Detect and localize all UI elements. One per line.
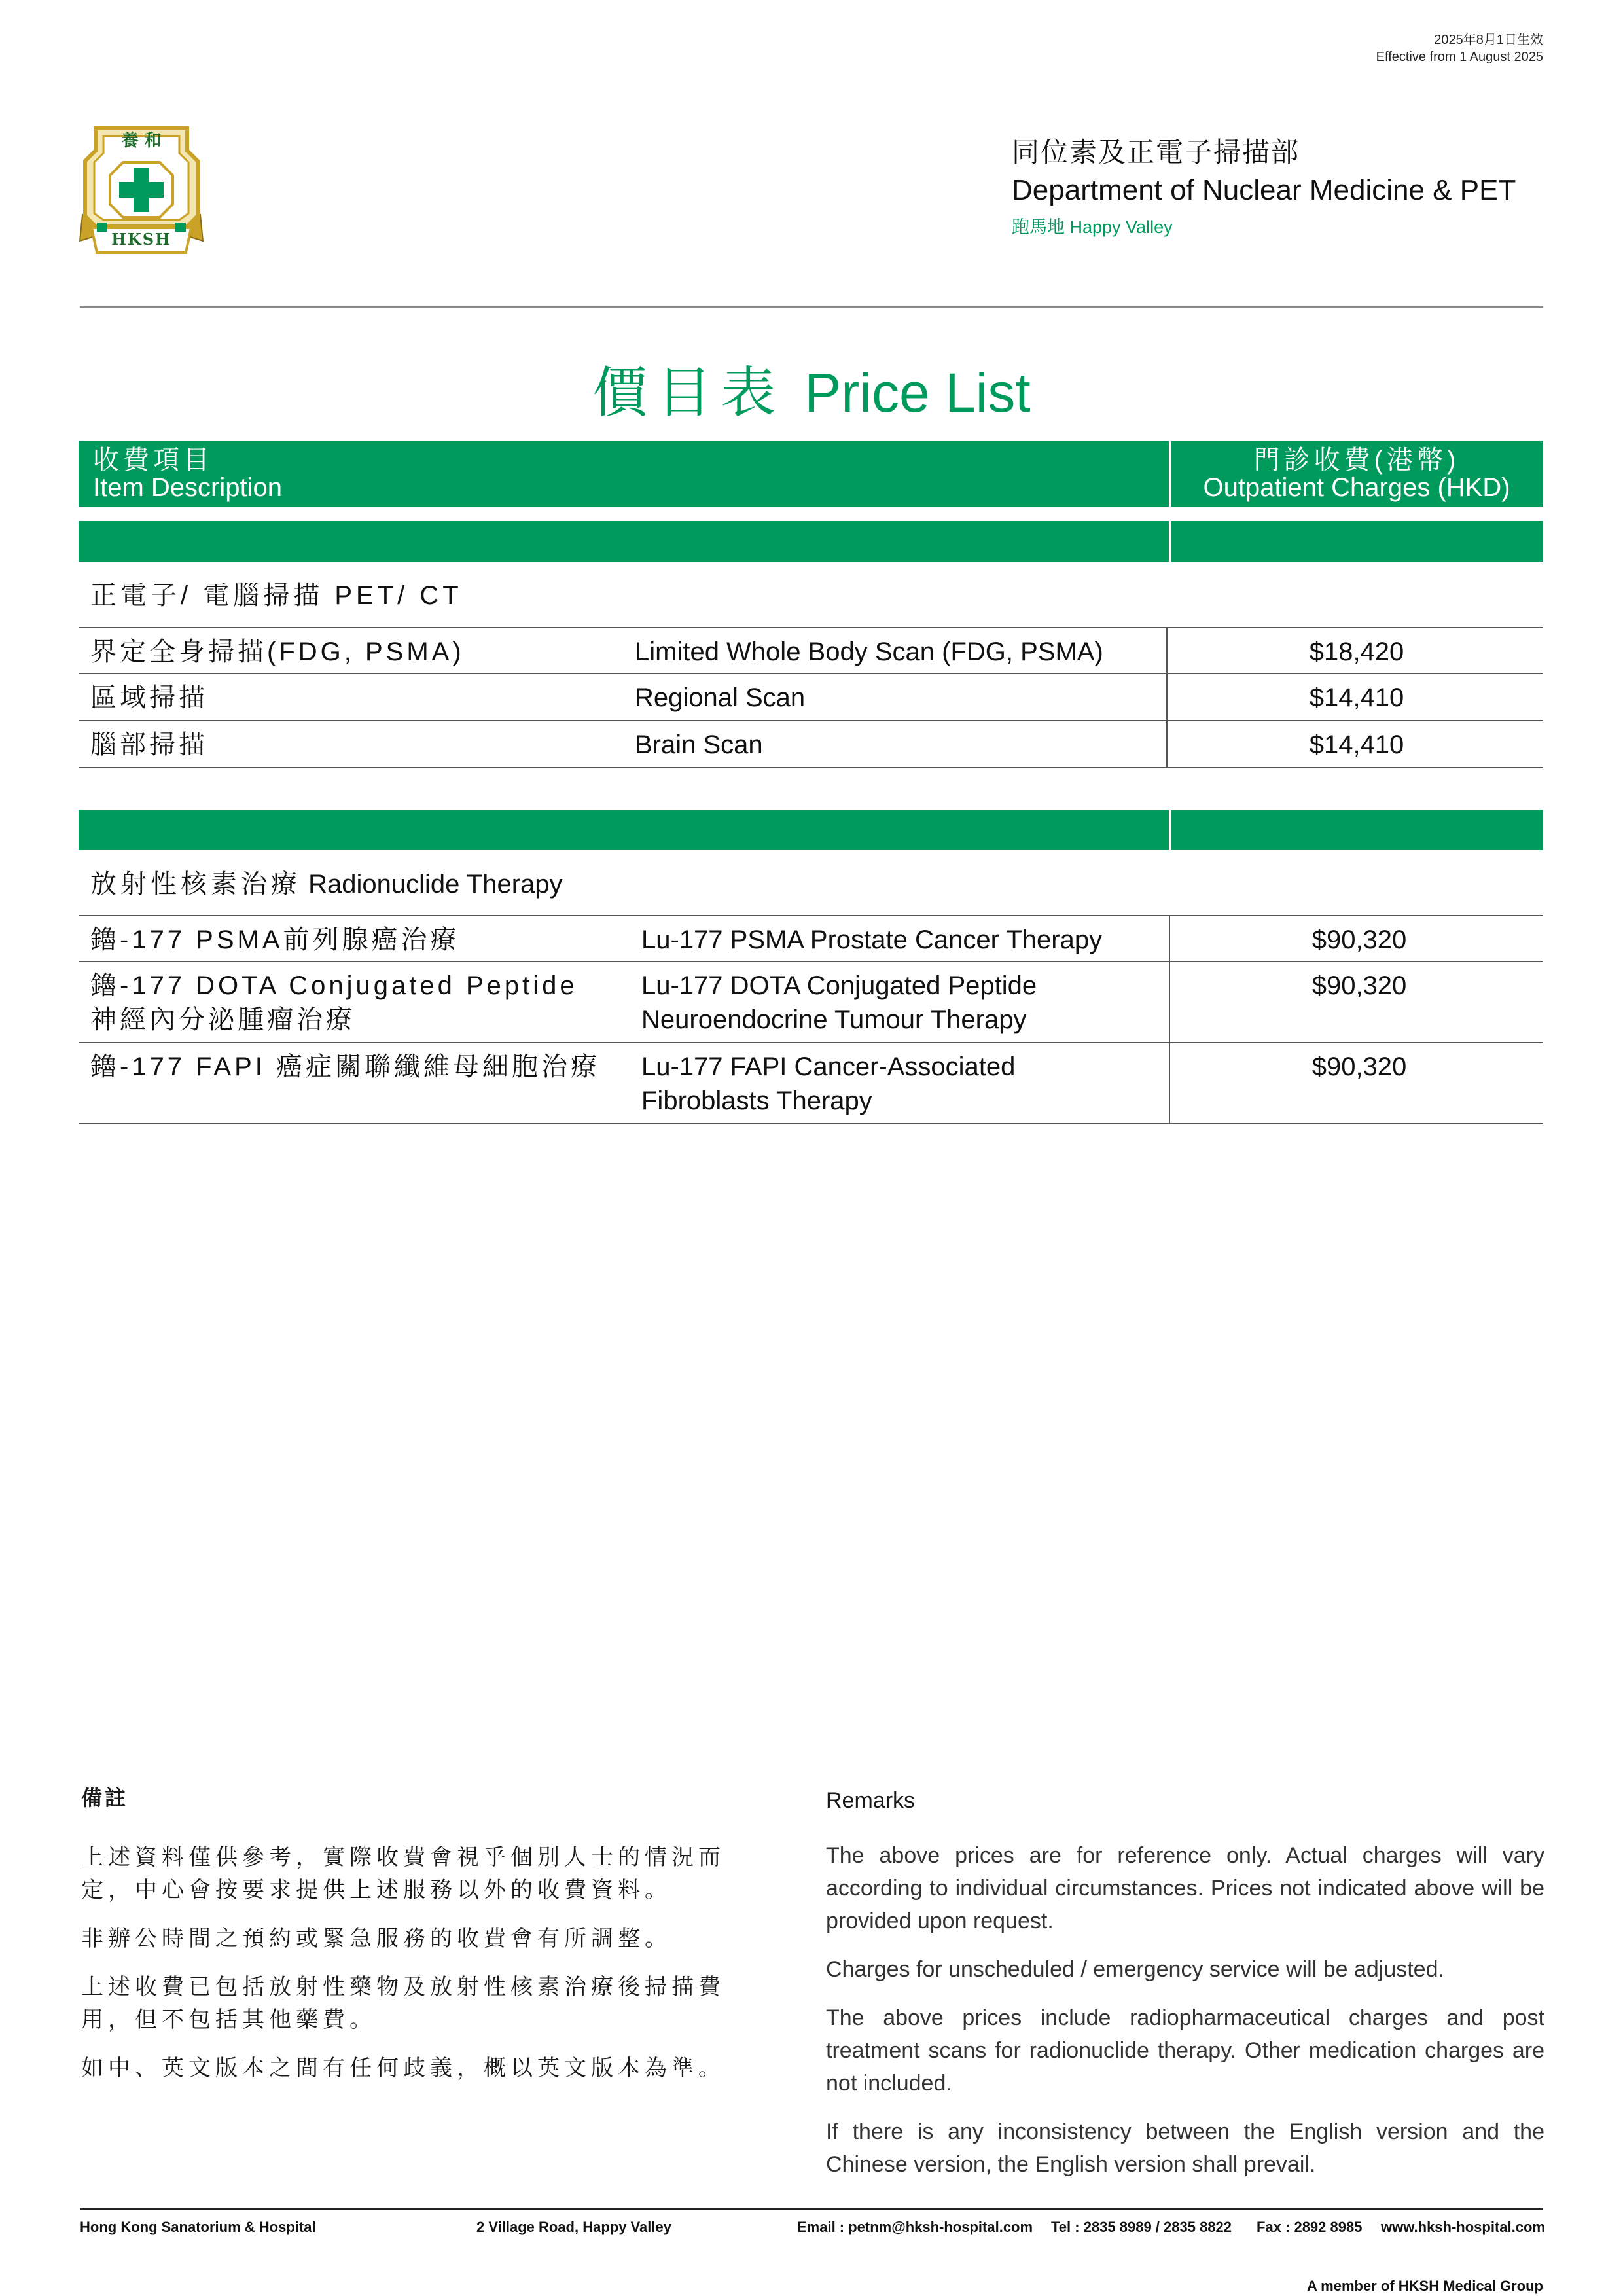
remarks-zh-paragraph: 上述收費已包括放射性藥物及放射性核素治療後掃描費用，但不包括其他藥費。 [81,1975,725,2032]
remarks-zh-paragraph: 上述資料僅供參考，實際收費會視乎個別人士的情況而定，中心會按要求提供上述服務以外的收費資料。 [81,1845,725,1903]
hksh-logo [77,124,205,262]
row-item-en: Limited Whole Body Scan (FDG, PSMA) [635,637,1103,666]
row-column-divider [1166,721,1168,767]
row-item-zh: 鑥-177 FAPI 癌症關聯纖維母細胞治療 [90,1052,600,1081]
table-row [79,674,1543,721]
row-item-zh: 腦部掃描 [90,730,208,759]
section-band-radionuclide [79,810,1543,850]
row-item-zh: 界定全身掃描(FDG, PSMA) [90,637,465,666]
item-description-header [93,446,282,501]
table-row [79,721,1543,768]
row-item-en-line1: Lu-177 DOTA Conjugated Peptide [641,971,1037,1000]
item-description-header-en: Item Description [93,473,282,502]
row-item-zh-line2: 神經內分泌腫瘤治療 [90,1005,355,1034]
row-price: $90,320 [1311,925,1407,954]
remarks-zh [81,1784,755,2100]
row-price: $14,410 [1309,730,1404,759]
effective-date [1376,31,1543,65]
table-row [79,962,1543,1043]
remarks-en-paragraph: Charges for unscheduled / emergency service will be adjusted. [826,1957,1444,1982]
footer-member-note: A member of HKSH Medical Group [1306,2278,1543,2294]
row-price: $90,320 [1311,1052,1407,1081]
item-description-header-zh: 收費項目 [93,446,213,475]
page-title-zh: 價目表 [592,362,785,423]
row-column-divider [1166,628,1168,673]
remarks-en-paragraph: If there is any inconsistency between the English version and the Chinese version, the English version shall prevail. [826,2119,1544,2177]
remarks-en-heading: Remarks [826,1788,916,1813]
section-heading-pet-ct: 正電子/ 電腦掃描 PET/ CT [90,581,463,610]
row-item-en: Lu-177 PSMA Prostate Cancer Therapy [641,925,1103,954]
row-price: $18,420 [1309,637,1404,666]
effective-date-zh: 2025年8月1日生效 [1434,33,1543,47]
row-column-divider [1169,916,1170,961]
footer-fax: Fax : 2892 8985 [1257,2219,1363,2235]
table-row [79,627,1543,674]
row-item-zh: 區域掃描 [90,683,208,712]
remarks-en [826,1785,1544,2197]
footer-website-link[interactable]: www.hksh-hospital.com [1381,2219,1545,2235]
row-price: $90,320 [1311,971,1407,1000]
row-item-en-line1: Lu-177 FAPI Cancer-Associated [641,1052,1016,1081]
logo-chinese-text: 養 和 [121,131,162,151]
footer-email[interactable]: Email : petnm@hksh-hospital.com [797,2219,1033,2235]
row-column-divider [1166,674,1168,720]
row-column-divider [1169,1043,1170,1123]
table-row [79,915,1543,962]
footer-divider [80,2208,1543,2210]
page-title [0,357,1623,429]
footer-address: 2 Village Road, Happy Valley [476,2219,671,2235]
row-column-divider [1169,962,1170,1042]
row-item-zh-line1: 鑥-177 DOTA Conjugated Peptide [90,971,578,1000]
outpatient-charges-header-en: Outpatient Charges (HKD) [1203,473,1510,502]
department-location: 跑馬地 Happy Valley [1012,217,1173,237]
department-name-en: Department of Nuclear Medicine & PET [1012,174,1516,206]
row-item-en: Regional Scan [635,683,806,712]
page-title-en: Price List [804,362,1031,423]
row-price: $14,410 [1309,683,1404,712]
table-row [79,1043,1543,1124]
footer-telephone: Tel : 2835 8989 / 2835 8822 [1051,2219,1232,2235]
header-divider [80,306,1543,308]
band-column-divider [1169,521,1171,562]
row-item-zh: 鑥-177 PSMA前列腺癌治療 [90,925,460,954]
department-name-zh: 同位素及正電子掃描部 [1012,137,1300,168]
row-item-en-line2: Fibroblasts Therapy [641,1086,872,1115]
remarks-zh-heading: 備註 [81,1786,129,1810]
remarks-en-paragraph: The above prices are for reference only. Actual charges will vary according to individual circumstances. Prices not indicated above will be provided upon request. [826,1843,1544,1933]
band-column-divider [1169,810,1171,850]
department-header [1012,134,1516,240]
footer-hospital-name: Hong Kong Sanatorium & Hospital [80,2219,316,2235]
remarks-en-paragraph: The above prices include radiopharmaceutical charges and post treatment scans for radionuclide therapy. Other medication charges are not included. [826,2005,1544,2096]
remarks-zh-paragraph: 非辦公時間之預約或緊急服務的收費會有所調整。 [81,1926,671,1951]
section-band-pet-ct [79,521,1543,562]
table-header [79,441,1543,507]
row-item-en-line2: Neuroendocrine Tumour Therapy [641,1005,1027,1034]
outpatient-charges-header [1170,446,1543,501]
effective-date-en: Effective from 1 August 2025 [1376,50,1543,64]
section-heading-radionuclide: 放射性核素治療 Radionuclide Therapy [90,870,563,899]
row-item-en: Brain Scan [635,730,763,759]
remarks-zh-paragraph: 如中、英文版本之間有任何歧義，概以英文版本為準。 [81,2056,725,2081]
logo-hksh-text: HKSH [111,230,171,249]
outpatient-charges-header-zh: 門診收費(港幣) [1253,446,1460,475]
